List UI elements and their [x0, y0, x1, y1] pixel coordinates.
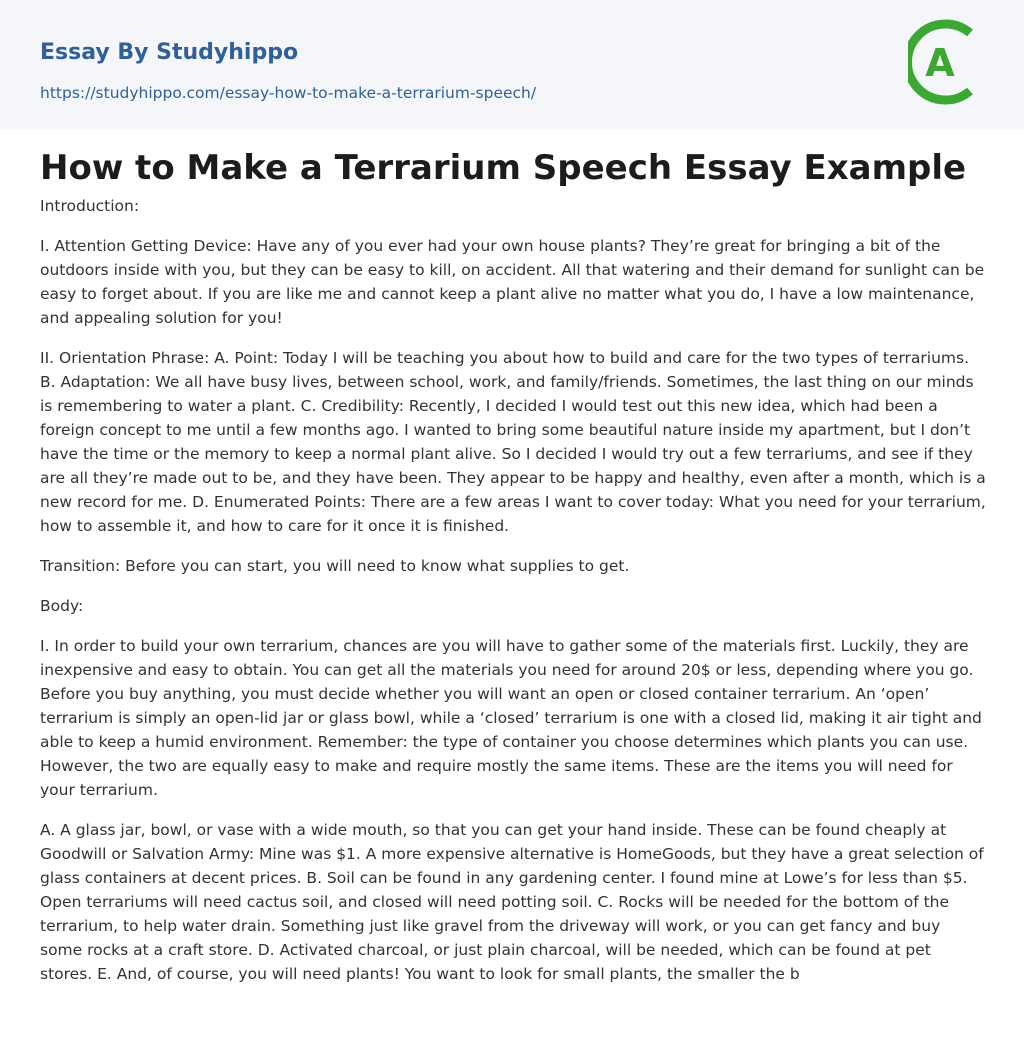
page-url-link[interactable]: https://studyhippo.com/essay-how-to-make-a-terrarium-speech/ [40, 84, 537, 102]
paragraph-introduction-heading: Introduction: [40, 197, 140, 215]
site-name[interactable]: Essay By Studyhippo [40, 40, 299, 65]
article-body [40, 194, 986, 1002]
paragraph-transition: Transition: Before you can start, you will need to know what supplies to get. [40, 557, 630, 575]
paragraph-body-heading: Body: [40, 597, 84, 615]
paragraph-supplies-list: A. A glass jar, bowl, or vase with a wide mouth, so that you can get your hand inside. These can be found cheaply at Goodwill or Salvation Army: Mine was $1. A more expensive alternative is HomeGoods, but they have a great selection of glass containers at decent prices. B. Soil can be found in any gardening center. I found mine at Lowe’s for less than $5. Open terrariums will need cactus soil, and closed will need potting soil. C. Rocks will be needed for the bottom of the terrarium, to help water drain. Something just like gravel from the driveway will work, or you can get fancy and buy some rocks at a craft store. D. Activated charcoal, or just plain charcoal, will be needed, which can be found at pet stores. E. And, of course, you will need plants! You want to look for small plants, the smaller the b [40, 821, 984, 983]
paragraph-orientation: II. Orientation Phrase: A. Point: Today I will be teaching you about how to build and care for the two types of terrariums. B. Adaptation: We all have busy lives, between school, work, and family/friends. Sometimes, the last thing on our minds is remembering to water a plant. C. Credibility: Recently, I decided I would test out this new idea, which had been a foreign concept to me until a few months ago. I wanted to bring some beautiful nature inside my apartment, but I don’t have the time or the memory to keep a normal plant alive. So I decided I would try out a few terrariums, and see if they are all they’re made out to be, and they have been. They appear to be happy and healthy, even after a month, which is a new record for me. D. Enumerated Points: There are a few areas I want to cover today: What you need for your terrarium, how to assemble it, and how to care for it once it is finished. [40, 349, 986, 535]
paragraph-attention-device: I. Attention Getting Device: Have any of you ever had your own house plants? They’re great for bringing a bit of the outdoors inside with you, but they can be easy to kill, on accident. All that watering and their demand for sunlight can be easy to forget about. If you are like me and cannot keep a plant alive no matter what you do, I have a low maintenance, and appealing solution for you! [40, 237, 985, 327]
paragraph-materials: I. In order to build your own terrarium, chances are you will have to gather some of the materials first. Luckily, they are inexpensive and easy to obtain. You can get all the materials you need for around 20$ or less, depending where you go. Before you buy anything, you must decide whether you will want an open or closed container terrarium. An ‘open’ terrarium is simply an open-lid jar or glass bowl, while a ‘closed’ terrarium is one with a closed lid, making it air tight and able to keep a humid environment. Remember: the type of container you choose determines which plants you can use. However, the two are equally easy to make and require mostly the same items. These are the items you will need for your terrarium. [40, 637, 982, 799]
page-title: How to Make a Terrarium Speech Essay Example [40, 148, 967, 188]
logo-letter: A [925, 41, 955, 85]
